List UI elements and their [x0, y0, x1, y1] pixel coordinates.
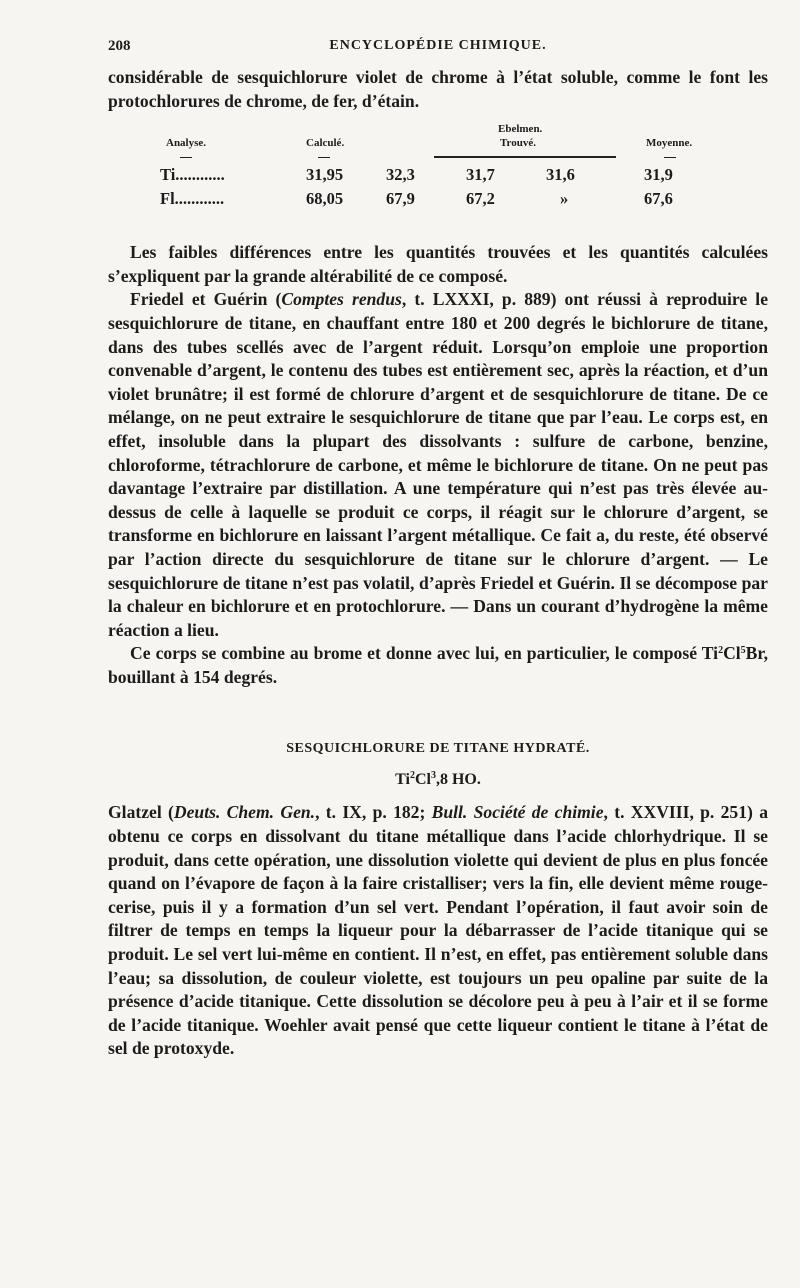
table-cell: 67,9 [386, 189, 415, 209]
header-rule [180, 157, 192, 158]
paragraph-brome [108, 642, 768, 689]
row-label: Fl............ [160, 189, 225, 209]
paragraph-differences: Les faibles différences entre les quantités trouvées et les quantités calculées s’expliquent par la grande altérabilité de ce composé. [108, 242, 768, 286]
formula-part: Br [745, 643, 764, 664]
subscript: 2 [409, 770, 415, 782]
journal-title: Bull. Société de chimie [431, 802, 604, 823]
col-header-calcule: Calculé. [306, 137, 345, 150]
formula-part: ,8 HO. [435, 771, 481, 789]
chemical-formula [108, 771, 768, 789]
text-run: Ce corps se combine au brome et donne avec lui, en particulier, le composé [130, 643, 702, 664]
table-cell: 32,3 [386, 165, 415, 185]
intro-paragraph: considérable de sesquichlorure violet de chrome à l’état soluble, comme le font les protochlorures de chrome, de fer, d’étain. [108, 67, 768, 111]
table-cell: 31,9 [644, 165, 673, 185]
paragraph-friedel-guerin [108, 288, 768, 642]
subscript: 3 [430, 770, 436, 782]
header-rule [318, 157, 330, 158]
formula-part: Cl [723, 643, 741, 664]
col-header-moyenne: Moyenne. [646, 137, 693, 150]
formula-part: Ti [395, 771, 410, 789]
section-title: SESQUICHLORURE DE TITANE HYDRATÉ. [286, 741, 590, 757]
paragraph-glatzel [108, 801, 768, 1061]
col-header-ebelmen: Ebelmen. [498, 123, 543, 136]
col-header-analyse: Analyse. [166, 137, 207, 150]
col-header-trouve: Trouvé. [500, 137, 536, 150]
table-cell: 67,2 [466, 189, 495, 209]
formula-part: Ti [701, 643, 719, 664]
text-run: , t. LXXXI, p. 889) ont réussi à reproduire le sesquichlorure de titane, en chauffant entre 180 et 200 degrés le bichlorure de titane, dans des tubes scellés avec de l’argent réduit. Lorsqu’on emploie une proportion convenable d’argent, le contenu des tubes est entièrement sec, après la réaction, et d’un violet brunâtre; il est formé de chlorure d’argent et de sesquichlorure de titane. De ce mélange, on ne peut extraire le sesquichlorure de titane que par l’eau. Le corps est, en effet, insoluble dans la plupart des dissolvants : sulfure de carbone, benzine, chloroforme, tétrachlorure de carbone, et même le bichlorure de titane. On ne peut pas davantage l’extraire par distillation. A une température qui n’est pas très élevée au-dessus de celle à laquelle se produit ce corps, il réagit sur le chlorure d’argent, se transforme en bichlorure en laissant l’argent métallique. Ce fait a, du reste, été observé par l’action directe du sesquichlorure de titane sur le chlorure d’argent. — Le sesquichlorure de titane n’est pas volatil, d’après Friedel et Guérin. Il se décompose par la chaleur en bichlorure et en protochlorure. — Dans un courant d’hydrogène la même réaction a lieu. [108, 289, 768, 640]
table-cell: 31,6 [546, 165, 575, 185]
page-number: 208 [108, 38, 131, 54]
header-rule [434, 156, 616, 158]
table-cell: 31,7 [466, 165, 495, 185]
header-rule [664, 157, 676, 158]
page-header [108, 38, 768, 66]
analysis-table [108, 119, 768, 241]
formula-part: Cl [414, 771, 431, 789]
table-cell: » [560, 189, 569, 209]
text-run: , t. XXVIII, p. 251) a obtenu ce corps en dissolvant du titane métallique dans l’acide chlorhydrique. Il se produit, dans cette opération, une dissolution violette qui devient de plus en plus foncée quand on l’évapore de façon à la faire cristalliser; vers la fin, elle devient même rouge-cerise, puis il y a formation d’un sel vert. Pendant l’opération, il faut avoir soin de filtrer de temps en temps la liqueur pour la débarrasser de l’acide titanique qui se produit. Le sel vert lui-même en contient. Il n’est, en effet, pas entièrement soluble dans l’eau; sa dissolution, de couleur violette, est toujours un peu opaline par suite de la présence d’acide titanique. Cette dissolution se décolore peu à peu à l’air et il se forme de l’acide titanique. Woehler avait pensé que cette liqueur contient le titane à l’état de sel de protoxyde. [108, 802, 768, 1059]
text-run: , t. IX, p. 182; [315, 802, 432, 823]
subscript: 5 [740, 645, 746, 657]
subscript: 2 [718, 645, 724, 657]
journal-title: Deuts. Chem. Gen. [173, 802, 316, 823]
journal-title: Comptes rendus [281, 289, 402, 310]
row-label: Ti............ [160, 165, 225, 185]
page [108, 38, 768, 1061]
text-run: , bouillant à 154 degrés. [108, 643, 768, 687]
table-cell: 31,95 [306, 165, 344, 185]
table-cell: 67,6 [644, 189, 673, 209]
text-run: Friedel et Guérin ( [130, 289, 282, 310]
table-cell: 68,05 [306, 189, 344, 209]
text-run: Glatzel ( [108, 802, 174, 823]
running-title: ENCYCLOPÉDIE CHIMIQUE. [329, 38, 547, 53]
